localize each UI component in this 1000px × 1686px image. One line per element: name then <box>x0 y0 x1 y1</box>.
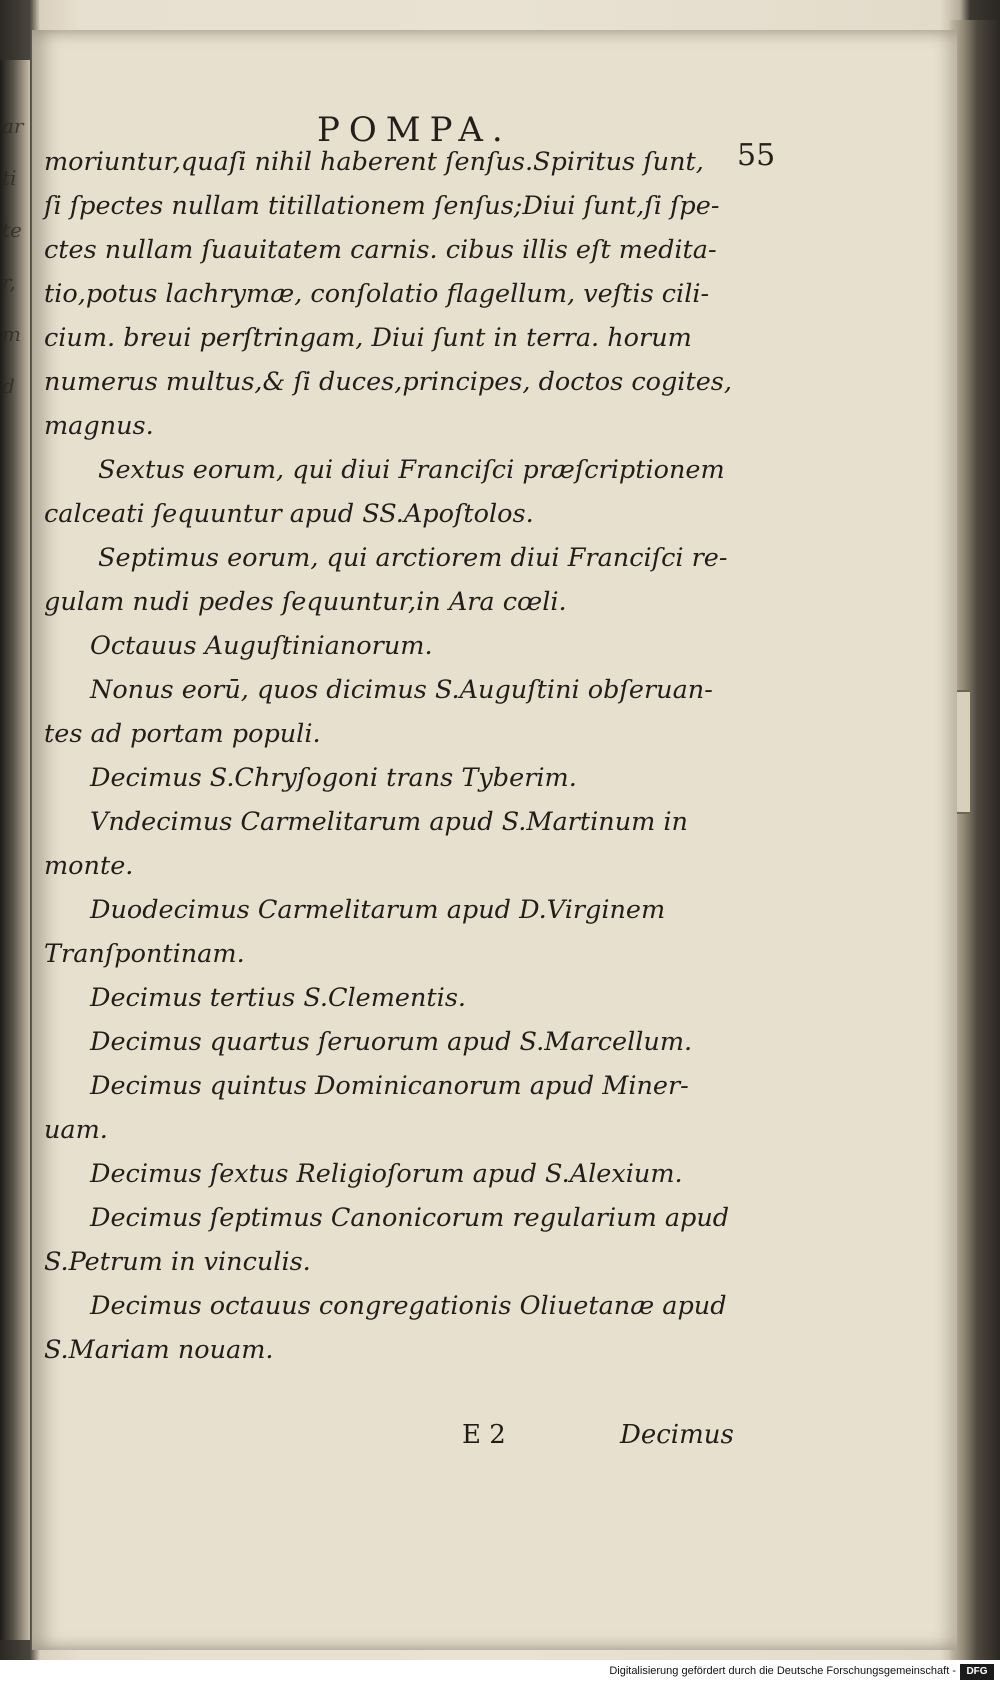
dfg-logo-icon: DFG <box>960 1664 994 1680</box>
text-line: Decimus tertius S.Clementis. <box>90 983 467 1013</box>
text-line: Septimus eorum, qui arctiorem diui Franciſci re- <box>98 543 728 573</box>
signature-mark: E 2 <box>462 1420 506 1450</box>
edge-letters: ar ti te r, m d <box>2 114 24 398</box>
text-line: calceati ſequuntur apud SS.Apoſtolos. <box>44 499 534 529</box>
book-edge <box>950 20 1000 1660</box>
text-line: tes ad portam populi. <box>44 719 321 749</box>
text-line: moriuntur,quaſi nihil haberent ſenſus.Spiritus ſunt, <box>44 147 704 177</box>
text-line: Decimus ſeptimus Canonicorum regularium apud <box>90 1203 730 1233</box>
text-line: Duodecimus Carmelitarum apud D.Virginem <box>90 895 666 925</box>
text-line: monte. <box>44 851 134 881</box>
text-line: S.Mariam nouam. <box>44 1335 274 1365</box>
page-footer <box>32 1420 957 1470</box>
text-line: Decimus S.Chryſogoni trans Tyberim. <box>90 763 577 793</box>
text-line: Octauus Auguſtinianorum. <box>90 631 433 661</box>
text-line: gulam nudi pedes ſequuntur,in Ara cœli. <box>44 587 567 617</box>
book-page <box>32 30 957 1650</box>
text-line: Vndecimus Carmelitarum apud S.Martinum in <box>90 807 688 837</box>
text-line: Decimus octauus congregationis Oliuetanæ apud <box>90 1291 727 1321</box>
running-title: POMPA. <box>317 110 512 150</box>
text-line: Decimus ſextus Religioſorum apud S.Alexium. <box>90 1159 683 1189</box>
text-line: uam. <box>44 1115 108 1145</box>
page-number: 55 <box>737 138 776 173</box>
text-line: Nonus eorū, quos dicimus S.Auguſtini obſeruan- <box>90 675 713 705</box>
text-line: Decimus quintus Dominicanorum apud Miner- <box>90 1071 689 1101</box>
text-line: S.Petrum in vinculis. <box>44 1247 311 1277</box>
text-line: magnus. <box>44 411 154 441</box>
text-line: ſi ſpectes nullam titillationem ſenſus;Diui ſunt,ſi ſpe- <box>44 191 720 221</box>
text-line: Decimus quartus ſeruorum apud S.Marcellum. <box>90 1027 693 1057</box>
text-line: ctes nullam ſuauitatem carnis. cibus illis eſt medita- <box>44 235 717 265</box>
catchword: Decimus <box>620 1420 734 1450</box>
credit-bar <box>0 1660 1000 1686</box>
text-line: tio,potus lachrymæ, conſolatio flagellum, veſtis cili- <box>44 279 710 309</box>
body-text <box>44 140 764 1372</box>
text-line: Sextus eorum, qui diui Franciſci præſcriptionem <box>98 455 725 485</box>
digitization-credit: Digitalisierung gefördert durch die Deutsche Forschungsgemeinschaft - <box>609 1665 956 1677</box>
text-line: cium. breui perſtringam, Diui ſunt in terra. horum <box>44 323 692 353</box>
previous-page-edge <box>0 60 30 1640</box>
text-line: Tranſpontinam. <box>44 939 245 969</box>
text-line: numerus multus,& ſi duces,principes, doctos cogites, <box>44 367 732 397</box>
